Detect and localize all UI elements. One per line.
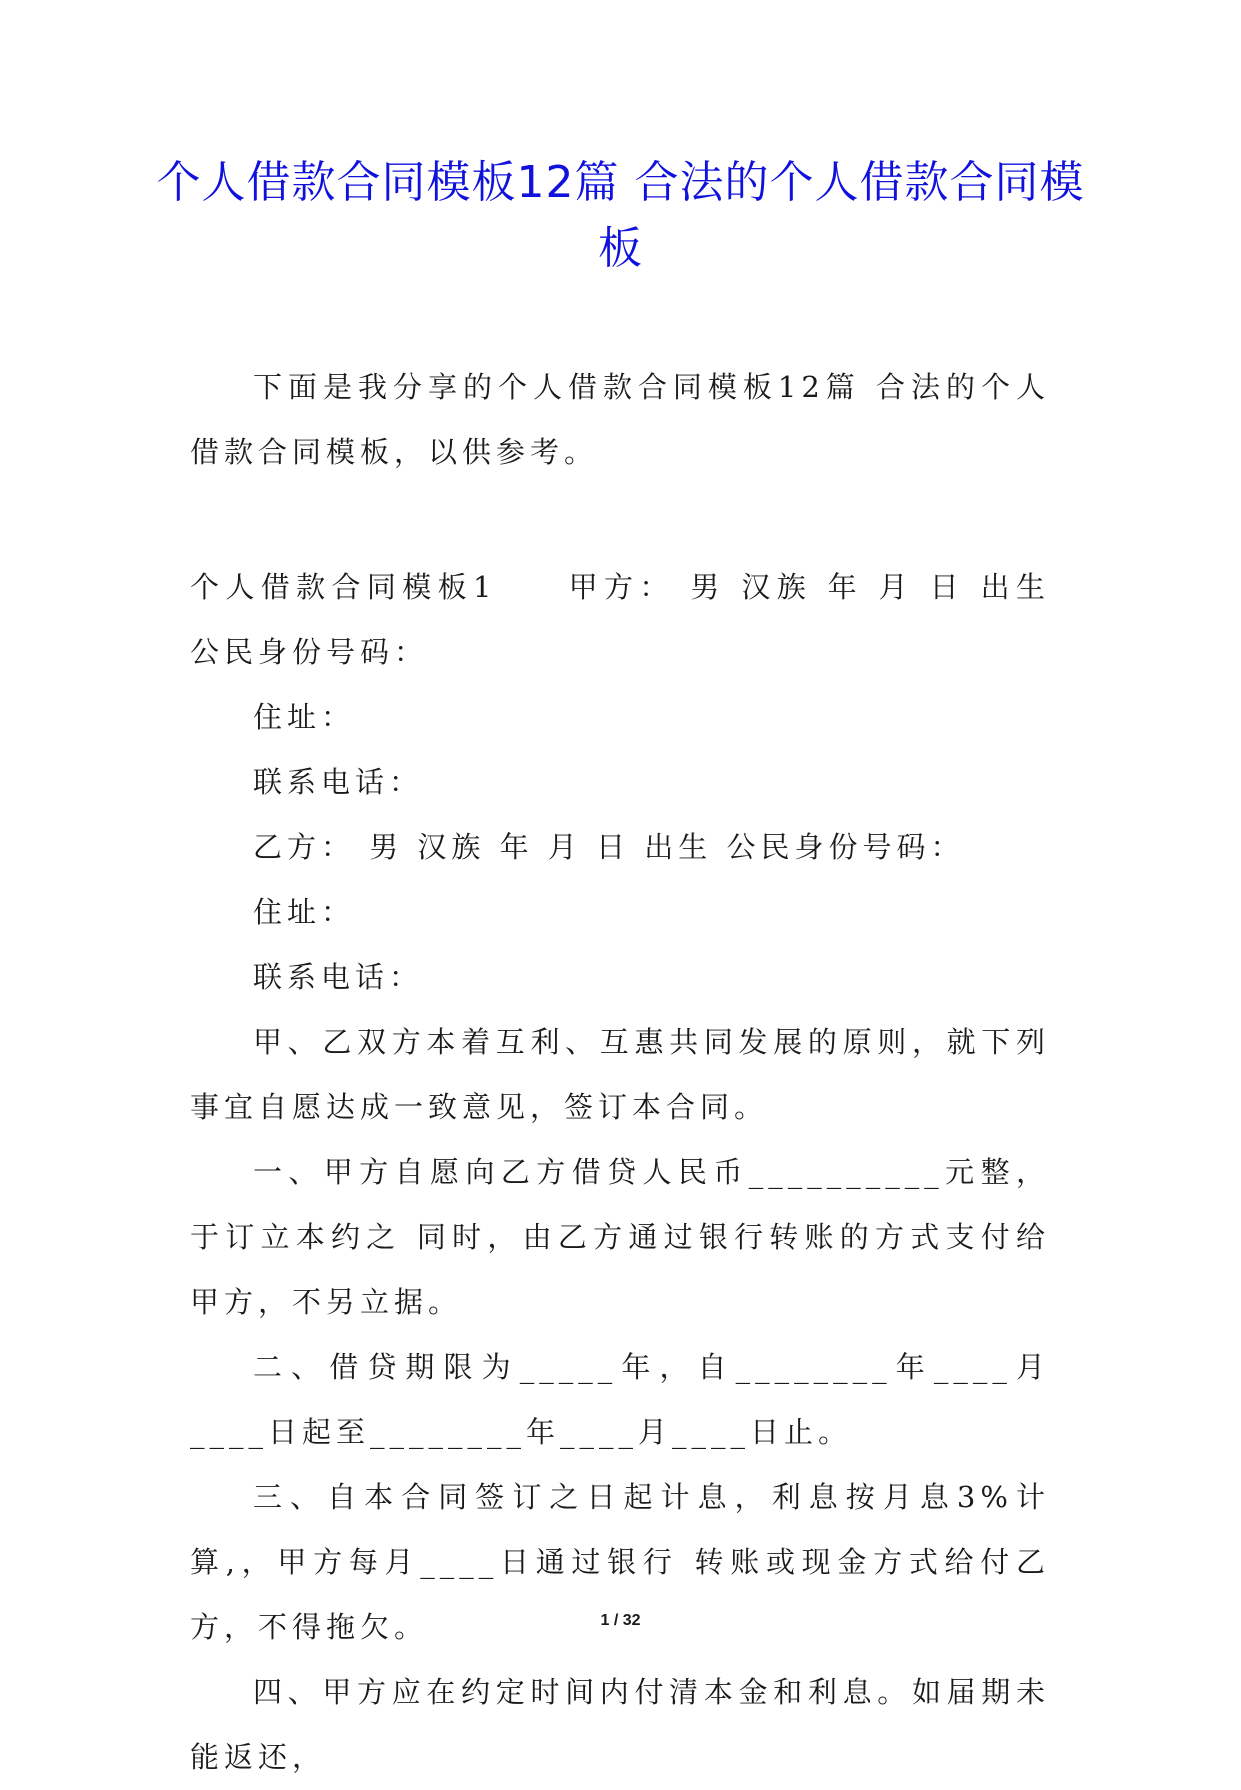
contract-heading-party-a: 个人借款合同模板1 甲方： 男 汉族 年 月 日 出生 公民身份号码： [190,570,1050,669]
clause-2: 二、借贷期限为_____年，自________年____月____日起至________年____月____日止。 [190,1350,1050,1449]
agreement-preamble: 甲、乙双方本着互利、互惠共同发展的原则，就下列事宜自愿达成一致意见，签订本合同。 [190,1025,1050,1124]
intro-paragraph: 下面是我分享的个人借款合同模板12篇 合法的个人借款合同模板，以供参考。 [190,370,1050,469]
party-a-address: 住址： [253,700,356,734]
paragraph-gap [190,485,1050,555]
party-b-info: 乙方： 男 汉族 年 月 日 出生 公民身份号码： [253,830,965,864]
party-b-address: 住址： [253,895,356,929]
clause-1: 一、甲方自愿向乙方借贷人民币__________元整，于订立本约之 同时，由乙方通过银行转账的方式支付给甲方，不另立据。 [190,1155,1050,1319]
clause-4: 四、甲方应在约定时间内付清本金和利息。如届期未能返还， [190,1675,1050,1774]
clause-3: 三、自本合同签订之日起计息，利息按月息3%计算,，甲方每月____日通过银行 转账或现金方式给付乙方，不得拖欠。 [190,1480,1050,1644]
party-a-phone: 联系电话： [253,765,424,799]
page-number: 1 / 32 [600,1612,641,1629]
document-body [190,355,1050,1790]
party-b-phone: 联系电话： [253,960,424,994]
document-title: 个人借款合同模板12篇 合法的个人借款合同模板 [156,157,1085,274]
